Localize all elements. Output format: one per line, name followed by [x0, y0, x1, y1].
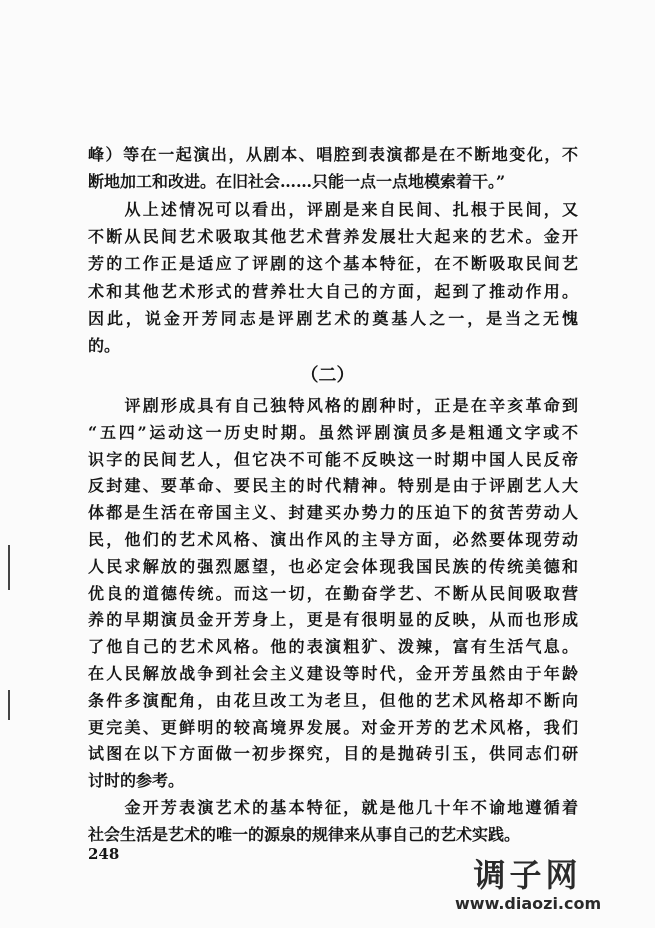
text-line: 社会生活是艺术的唯一的源泉的规律来从事自己的艺术实践。 — [88, 824, 521, 844]
text-line: 峰）等在一起演出，从剧本、唱腔到表演都是在不断地变化，不 — [88, 145, 578, 164]
scan-mark — [8, 545, 10, 590]
text-line: 在人民解放战争到社会主义建设等时代，金开芳虽然由于年龄 — [88, 664, 578, 683]
text-line: 不断从民间艺术吸取其他艺术营养发展壮大起来的艺术。金开 — [88, 226, 578, 246]
watermark-logo — [455, 856, 600, 914]
text-line: 更完美、更鲜明的较高境界发展。对金开芳的艺术风格，我们 — [88, 717, 578, 737]
scan-mark — [8, 690, 10, 720]
watermark-url: www.diaozi.com — [455, 894, 602, 913]
text-line: 的。 — [88, 336, 121, 356]
text-line: 民，他们的艺术风格、演出作风的主导方面，必然要体现劳动 — [88, 530, 578, 549]
section-heading: （二） — [300, 365, 355, 386]
text-line: 评剧形成具有自己独特风格的剧种时，正是在辛亥革命到 — [88, 396, 578, 415]
text-line: 识字的民间艺人，但它决不可能不反映这一时期中国人民反帝 — [88, 449, 578, 469]
text-line: 条件多演配角，由花旦改工为老旦，但他的艺术风格却不断向 — [88, 690, 578, 710]
text-line: 讨时的参考。 — [88, 771, 185, 791]
text-line: 断地加工和改进。在旧社会……只能一点一点地模索着干。” — [88, 172, 506, 192]
text-line: 术和其他艺术形式的营养壮大自己的方面，起到了推动作用。 — [88, 281, 578, 301]
text-line: 因此，说金开芳同志是评剧艺术的奠基人之一，是当之无愧 — [88, 308, 578, 328]
text-line: 了他自己的艺术风格。他的表演粗犷、泼辣，富有生活气息。 — [88, 637, 578, 657]
page-number: 248 — [88, 845, 120, 863]
text-line: 芳的工作正是适应了评剧的这个基本特征，在不断吸取民间艺 — [88, 254, 578, 274]
text-line: 从上述情况可以看出，评剧是来自民间、扎根于民间，又 — [88, 199, 578, 219]
text-line: 人民求解放的强烈愿望，也必定会体现我国民族的传统美德和 — [88, 556, 578, 576]
text-line: 反封建、要革命、要民主的时代精神。特别是由于评剧艺人大 — [88, 476, 578, 496]
text-line: “五四”运动这一历史时期。虽然评剧演员多是粗通文字或不 — [88, 422, 578, 442]
text-line: 体都是生活在帝国主义、封建买办势力的压迫下的贫苦劳动人 — [88, 503, 578, 523]
text-line: 养的早期演员金开芳身上，更是有很明显的反映，从而也形成 — [88, 610, 578, 630]
watermark-title: 调子网 — [473, 856, 582, 894]
text-line: 试图在以下方面做一初步探究，目的是抛砖引玉，供同志们研 — [88, 744, 578, 764]
text-line: 优良的道德传统。而这一切，在勤奋学艺、不断从民间吸取营 — [88, 583, 578, 603]
text-line: 金开芳表演艺术的基本特征，就是他几十年不谕地遵循着 — [88, 798, 578, 817]
